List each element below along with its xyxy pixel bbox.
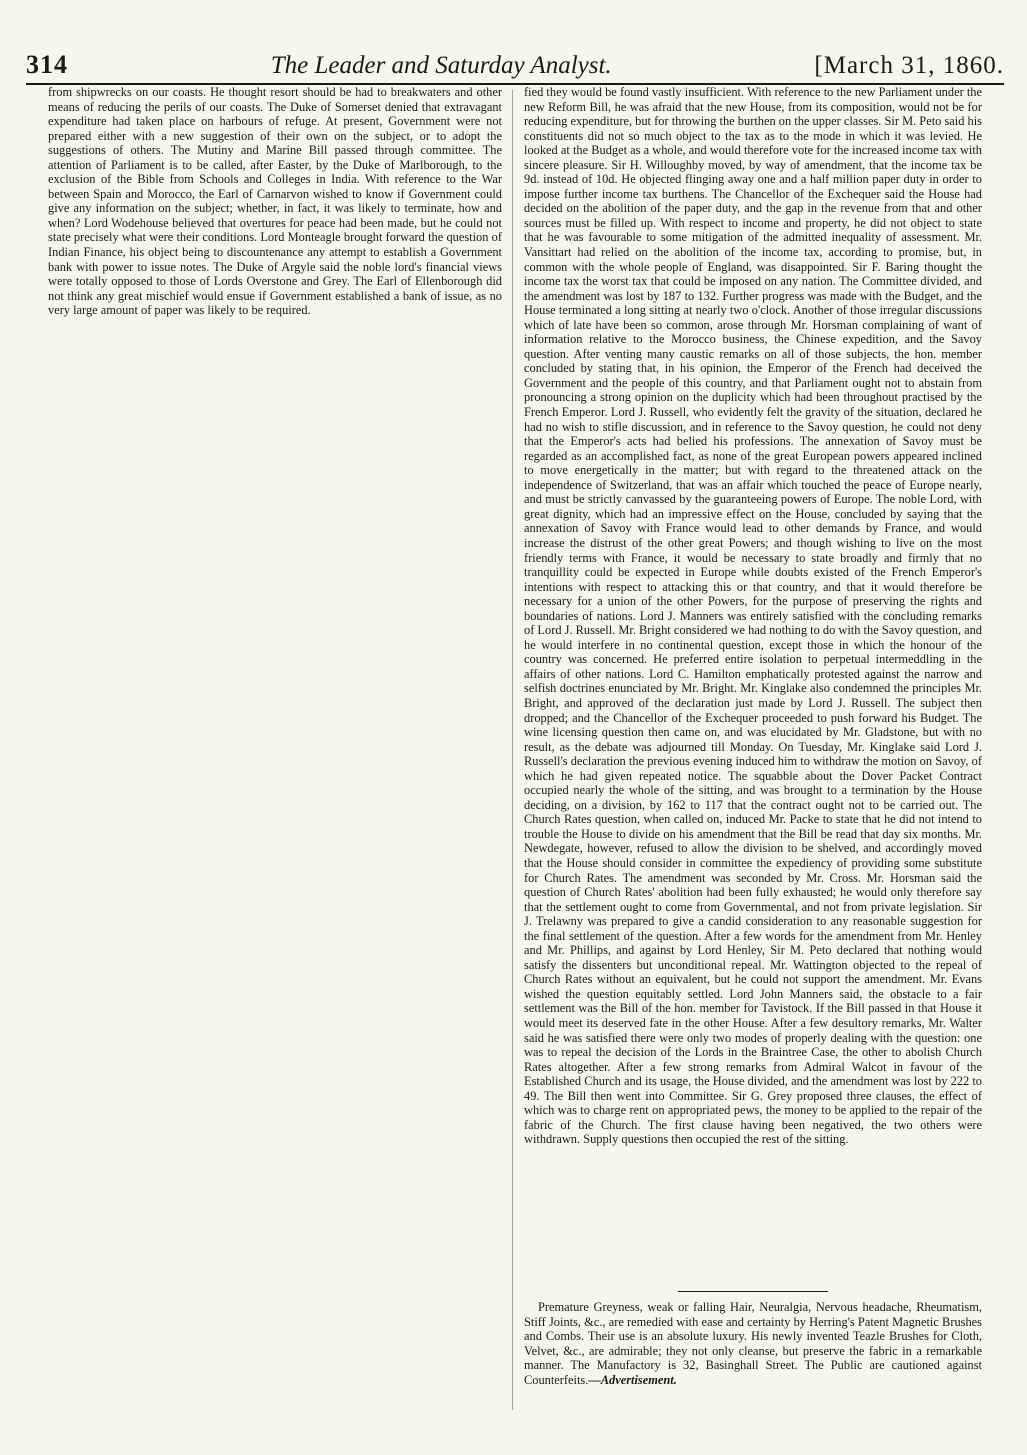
right-paragraph-1: fied they would be found vastly insufficient. With reference to the new Parliament under the new Reform Bill, he was afraid that the new House, from its composition, would not be for reducing expenditure, but for throwing the burthen on the upper classes. Sir M. Peto said his constituents did not so much object to the tax as to the mode in which it was levied. He looked at the Budget as a whole, and would therefore vote for the increased income tax with sincere pleasure. Sir H. Willoughby moved, by way of amendment, that the income tax be 9d. instead of 10d. He objected flinging away one and a half million paper duty in order to impose further income tax burthens. The Chancellor of the Exchequer said the House had decided on the abolition of the paper duty, and the gap in the revenue from that and other sources must be filled up. With respect to income and property, he did not object to state that he was favourable to some mitigation of the admitted inequality of assessment. Mr. Vansittart had relied on the abolition of the income tax, according to promise, but, in common with the whole people of England, was disappointed. Sir F. Baring thought the income tax the worst tax that could be imposed on any nation. The Committee divided, and the amendment was lost by 187 to 132. Further progress was made with the Budget, and the House terminated a long sitting at nearly two o'clock. Another of those irregular discussions which of late have been so common, arose through Mr. Horsman complaining of want of information relative to the Morocco business, the Chinese expedition, and the Savoy question. After venting many caustic remarks on all of those subjects, the hon. member concluded by stating that, in his opinion, the Emperor of the French had deceived the Government and the people of this country, and that Parliament ought not to abstain from pronouncing a strong opinion on the duplicity which had been throughout practised by the French Emperor. Lord J. Russell, who evidently felt the gravity of the situation, declared he had no wish to stifle discussion, and in reference to the Savoy question, he could not deny that the Emperor's acts had belied his professions. The annexation of Savoy must be regarded as an accomplished fact, as none of the great European powers appeared inclined to move energetically in the matter; but with regard to the threatened attack on the independence of Switzerland, that was an affair which touched the peace of Europe nearly, and must be strictly canvassed by the guaranteeing powers of Europe. The noble Lord, with great dignity, which had an impressive effect on the House, concluded by saying that the annexation of Savoy with France would lead to other demands by France, and would increase the distrust of the other great Powers; and though wishing to live on the most friendly terms with France, it would be necessary to state broadly and firmly that no tranquillity could be expected in Europe while doubts existed of the French Emperor's intentions with respect to attacking this or that country, and that it would therefore be necessary for a union of the other Powers, for the purpose of preserving the rights and boundaries of nations. Lord J. Manners was entirely satisfied with the concluding remarks of Lord J. Russell. Mr. Bright considered we had nothing to do with the Savoy question, and he would interfere in no continental question, except those in which the honour of the country was concerned. He preferred entire isolation to perpetual intermeddling in the affairs of other nations. Lord C. Hamilton emphatically protested against the narrow and selfish doctrines enunciated by Mr. Bright. Mr. Kinglake also condemned the principles Mr. Bright, and approved of the declaration just made by Lord J. Russell. The subject then dropped; and the Chancellor of the Exchequer proceeded to push forward his Budget. The wine licensing question then came on, and was elucidated by Mr. Gladstone, but with no result, as the debate was adjourned till Monday. On Tuesday, Mr. Kinglake said Lord J. Russell's declaration the previous evening induced him to withdraw the motion on Savoy, of which he had given repeated notice. The squabble about the Dover Packet Contract occupied nearly the whole of the sitting, and was brought to a termination by the House deciding, on a division, by 162 to 117 that the contract ought not to be carried out. The Church Rates question, when called on, induced Mr. Packe to state that he did not intend to trouble the House to divide on his amendment that the Bill be read that day six months. Mr. Newdegate, however, refused to allow the division to be shelved, and accordingly moved that the House should consider in committee the expediency of providing some substitute for Church Rates. The amendment was seconded by Mr. Cross. Mr. Horsman said the question of Church Rates' abolition had been fully exhausted; he would only therefore say that the settlement ought to come from Governmental, and not from private legislation. Sir J. Trelawny was prepared to give a candid consideration to any reasonable suggestion for the final settlement of the question. After a few words for the amendment from Mr. Henley and Mr. Phillips, and against by Lord Henley, Sir M. Peto declared that nothing would satisfy the dissenters but unconditional repeal. Mr. Wattington objected to the repeal of Church Rates without an equivalent, but he could not support the amendment. Mr. Evans wished the question equitably settled. Lord John Manners said, the obstacle to a fair settlement was the Bill of the hon. member for Tavistock. If the Bill passed in that House it would meet its deserved fate in the other House. After a few desultory remarks, Mr. Walter said he was satisfied there were only two modes of properly dealing with the question: one was to repeal the decision of the Lords in the Braintree Case, the other to abolish Church Rates altogether. After a few strong remarks from Admiral Walcot in favour of the Established Church and its usage, the House divided, and the amendment was lost by 222 to 49. The Bill then went into Committee. Sir G. Grey proposed three clauses, the effect of which was to charge rent on appropriated pews, the money to be applied to the repair of the fabric of the Church. The first clause having been negatived, the two others were withdrawn. Supply questions then occupied the rest of the sitting. (524, 85, 982, 1147)
page-number: 314 (26, 50, 68, 79)
masthead (26, 40, 1004, 80)
left-paragraph-1: from shipwrecks on our coasts. He thought resort should be had to breakwaters and other means of reducing the perils of our coasts. The Duke of Somerset denied that extravagant expenditure had taken place on harbours of refuge. At present, Government were not prepared either with a new suggestion of their own on the subject, or to adopt the suggestions of others. The Mutiny and Marine Bill passed through committee. The attention of Parliament is to be called, after Easter, by the Duke of Marlborough, to the exclusion of the Bible from Schools and Colleges in India. With reference to the War between Spain and Morocco, the Earl of Carnarvon wished to know if Government could give any information on the subject; whether, in fact, it was likely to terminate, how and when? Lord Wodehouse believed that overtures for peace had been made, but he could not state precisely what were their conditions. Lord Monteagle brought forward the question of Indian Finance, his object being to discountenance any attempt to establish a Government bank with power to issue notes. The Duke of Argyle said the noble lord's financial views were totally opposed to those of Lords Overstone and Grey. The Earl of Ellenborough did not think any great mischief would ensue if Government established a bank of issue, as no very large amount of paper was likely to be required. (48, 85, 502, 318)
journal-title: The Leader and Saturday Analyst. (270, 52, 612, 79)
advertisement (524, 1300, 982, 1387)
issue-date: [March 31, 1860. (814, 52, 1004, 79)
advertisement-rule (678, 1291, 828, 1292)
advertisement-text (524, 1300, 982, 1387)
right-column (524, 85, 982, 1415)
advertisement-tag: —Advertisement. (588, 1372, 677, 1387)
left-column (48, 85, 502, 1415)
column-divider (512, 90, 513, 1410)
advertisement-body: Premature Greyness, weak or falling Hair, Neuralgia, Nervous headache, Rheumatism, Stiff Joints, &c., are remedied with ease and certainty by Herring's Patent Magnetic Brushes and Combs. Their use is an absolute luxury. His newly invented Teazle Brushes for Cloth, Velvet, &c., are admirable; they not only cleanse, but preserve the fabric in a remarkable manner. The Manufactory is 32, Basinghall Street. The Public are cautioned against Counterfeits. (524, 1300, 982, 1387)
right-column-body (524, 85, 982, 1275)
